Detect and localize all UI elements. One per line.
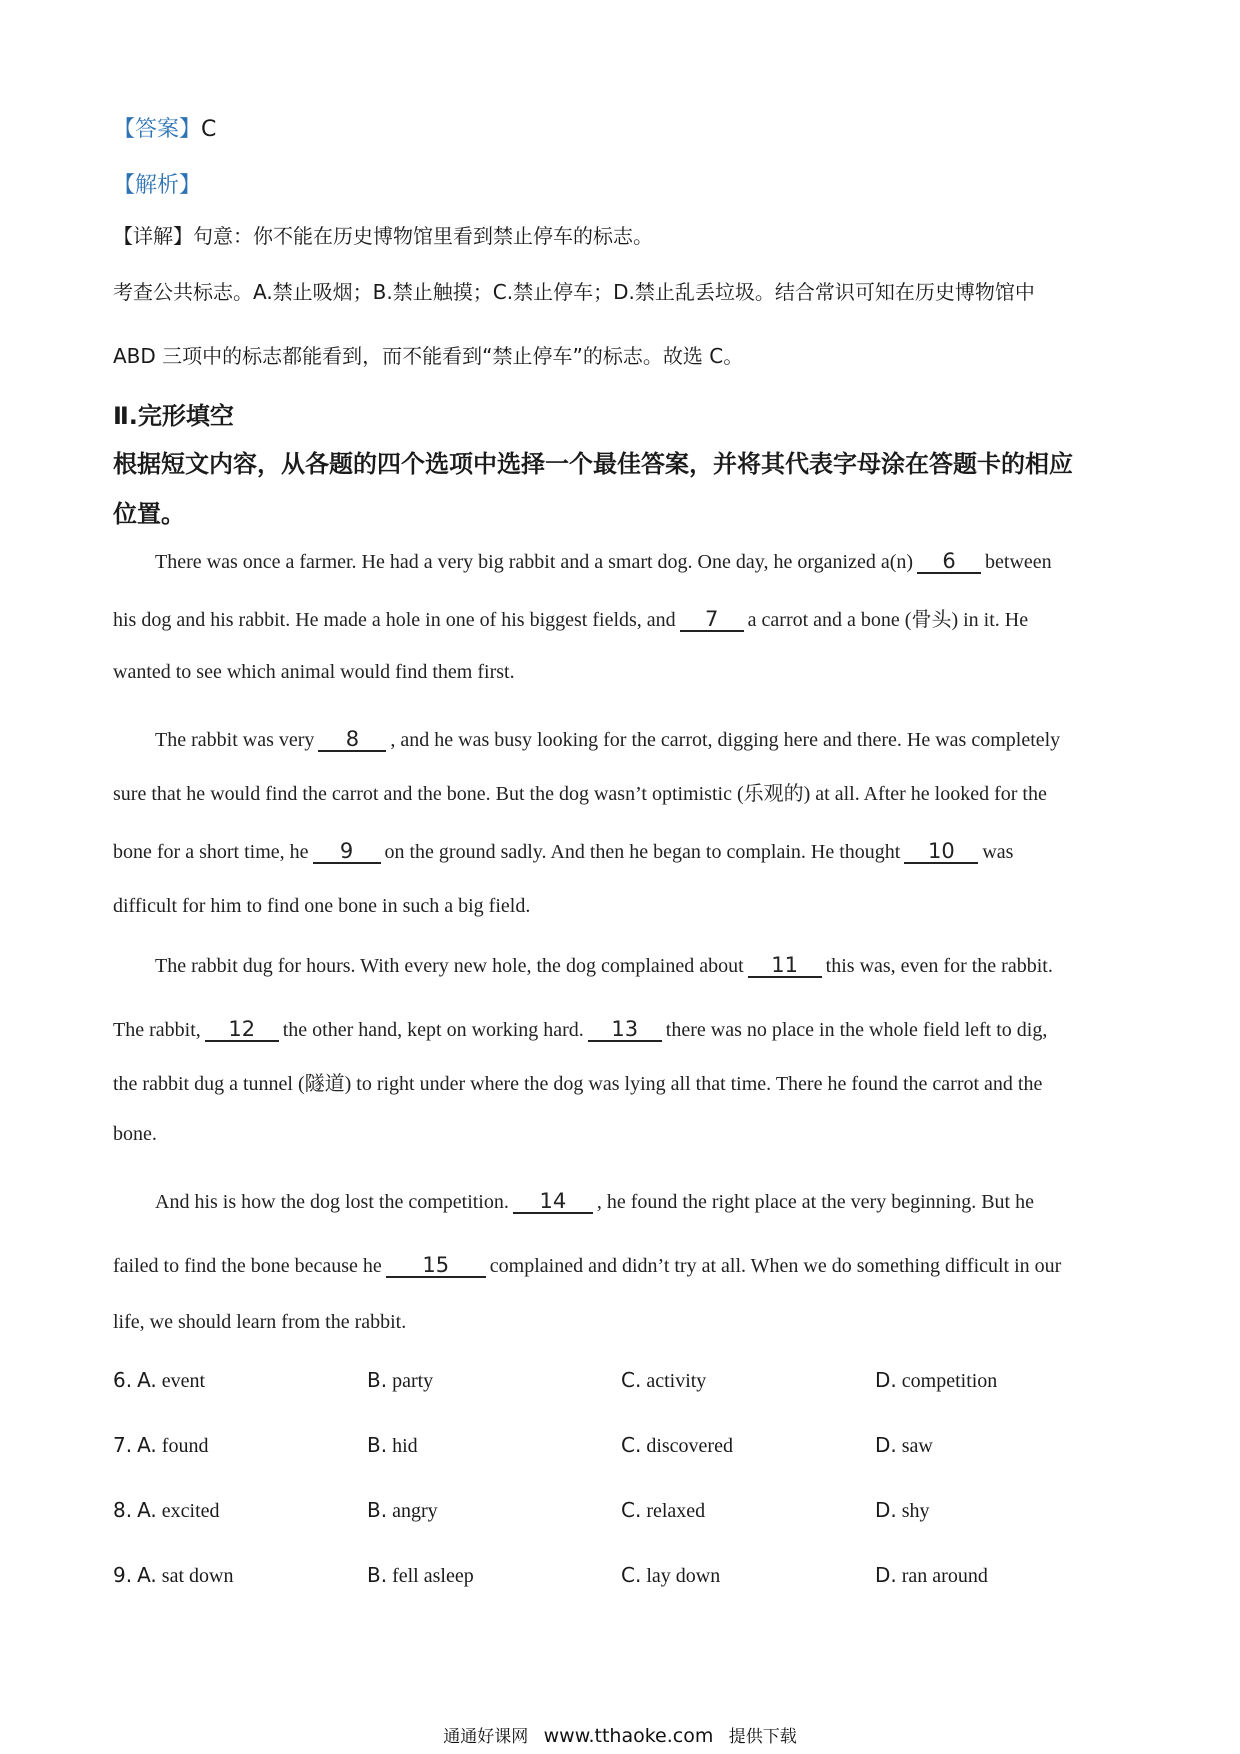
- passage-text: bone for a short time, he: [113, 841, 309, 863]
- passage-text: , and he was busy looking for the carrot, digging here and there. He was completely: [390, 729, 1061, 751]
- passage-text: a carrot and a bone (骨头) in it. He: [747, 609, 1029, 631]
- detail-text: 句意：你不能在历史博物馆里看到禁止停车的标志。: [193, 224, 653, 248]
- passage-line: [113, 1254, 1061, 1278]
- passage-line: [155, 954, 1053, 978]
- passage-text: on the ground sadly. And then he began to complain. He thought: [384, 841, 901, 863]
- option-d[interactable]: D. ran around: [875, 1563, 988, 1587]
- blank-15: 15: [386, 1254, 486, 1278]
- passage-text: The rabbit dug for hours. With every new hole, the dog complained about: [155, 955, 744, 977]
- section-instruction-1: 根据短文内容，从各题的四个选项中选择一个最佳答案，并将其代表字母涂在答题卡的相应: [113, 450, 1073, 478]
- option-d[interactable]: D. shy: [875, 1498, 930, 1522]
- passage-line: [113, 608, 1028, 632]
- passage-line: [155, 1190, 1034, 1214]
- option-row-9: [113, 1563, 1133, 1593]
- blank-6: 6: [917, 550, 981, 574]
- passage-text: failed to find the bone because he: [113, 1255, 382, 1277]
- explanation-line-1: 考查公共标志。A.禁止吸烟；B.禁止触摸；C.禁止停车；D.禁止乱丢垃圾。结合常识可知在历史博物馆中: [113, 280, 1035, 304]
- option-b[interactable]: B. party: [367, 1368, 434, 1392]
- passage-text: this was, even for the rabbit.: [825, 955, 1053, 977]
- passage-line: [155, 728, 1060, 752]
- passage-text: between: [985, 551, 1052, 573]
- passage-line: the rabbit dug a tunnel (隧道) to right under where the dog was lying all that time. There he found the carrot and the: [113, 1073, 1043, 1095]
- option-row-8: [113, 1498, 1133, 1528]
- option-a[interactable]: 6. A. event: [113, 1368, 206, 1392]
- passage-line: difficult for him to find one bone in such a big field.: [113, 895, 531, 917]
- passage-text: there was no place in the whole field left to dig,: [665, 1019, 1048, 1041]
- passage-line: [113, 1018, 1047, 1042]
- passage-text: was: [982, 841, 1014, 863]
- blank-13: 13: [588, 1018, 662, 1042]
- analysis-label: 【解析】: [113, 173, 202, 198]
- detail-line: [113, 220, 653, 249]
- footer-download-text: 提供下载: [728, 1727, 797, 1747]
- answer-line: [113, 112, 216, 143]
- answer-value: C: [201, 117, 217, 142]
- passage-text: And his is how the dog lost the competition.: [155, 1191, 509, 1213]
- explanation-line-2: ABD 三项中的标志都能看到，而不能看到“禁止停车”的标志。故选 C。: [113, 344, 744, 368]
- section-title: Ⅱ.完形填空: [113, 402, 234, 430]
- passage-text: There was once a farmer. He had a very big rabbit and a smart dog. One day, he organized a(n): [155, 551, 914, 573]
- passage-line: [113, 840, 1013, 864]
- passage-line: sure that he would find the carrot and the bone. But the dog wasn’t optimistic (乐观的) at all. After he looked for the: [113, 783, 1047, 805]
- detail-label: 【详解】: [113, 224, 193, 248]
- footer-url-link[interactable]: www.tthaoke.com: [543, 1725, 714, 1747]
- passage-text: The rabbit,: [113, 1019, 201, 1041]
- blank-12: 12: [205, 1018, 279, 1042]
- blank-14: 14: [513, 1190, 593, 1214]
- blank-11: 11: [748, 954, 822, 978]
- option-a[interactable]: 9. A. sat down: [113, 1563, 234, 1587]
- option-b[interactable]: B. hid: [367, 1433, 418, 1457]
- page-footer: [0, 1722, 1240, 1747]
- option-a[interactable]: 7. A. found: [113, 1433, 209, 1457]
- footer-site-name: 通通好课网: [443, 1727, 529, 1747]
- option-row-6: [113, 1368, 1133, 1398]
- passage-text: , he found the right place at the very beginning. But he: [596, 1191, 1034, 1213]
- option-d[interactable]: D. competition: [875, 1368, 998, 1392]
- passage-line: bone.: [113, 1123, 157, 1145]
- answer-label: 【答案】: [113, 117, 202, 142]
- option-b[interactable]: B. angry: [367, 1498, 438, 1522]
- option-c[interactable]: C. lay down: [621, 1563, 721, 1587]
- option-c[interactable]: C. discovered: [621, 1433, 733, 1457]
- blank-8: 8: [318, 728, 386, 752]
- blank-10: 10: [904, 840, 978, 864]
- option-row-7: [113, 1433, 1133, 1463]
- blank-9: 9: [313, 840, 381, 864]
- option-b[interactable]: B. fell asleep: [367, 1563, 474, 1587]
- passage-text: The rabbit was very: [155, 729, 315, 751]
- passage-text: the other hand, kept on working hard.: [282, 1019, 584, 1041]
- option-d[interactable]: D. saw: [875, 1433, 933, 1457]
- option-a[interactable]: 8. A. excited: [113, 1498, 220, 1522]
- passage-line: life, we should learn from the rabbit.: [113, 1311, 407, 1333]
- option-c[interactable]: C. relaxed: [621, 1498, 706, 1522]
- blank-7: 7: [680, 608, 744, 632]
- option-c[interactable]: C. activity: [621, 1368, 707, 1392]
- passage-text: complained and didn’t try at all. When we do something difficult in our: [489, 1255, 1062, 1277]
- passage-text: his dog and his rabbit. He made a hole in one of his biggest fields, and: [113, 609, 676, 631]
- analysis-line: [113, 168, 201, 199]
- passage-line: [155, 550, 1052, 574]
- passage-line: wanted to see which animal would find them first.: [113, 661, 515, 683]
- section-instruction-2: 位置。: [113, 500, 185, 528]
